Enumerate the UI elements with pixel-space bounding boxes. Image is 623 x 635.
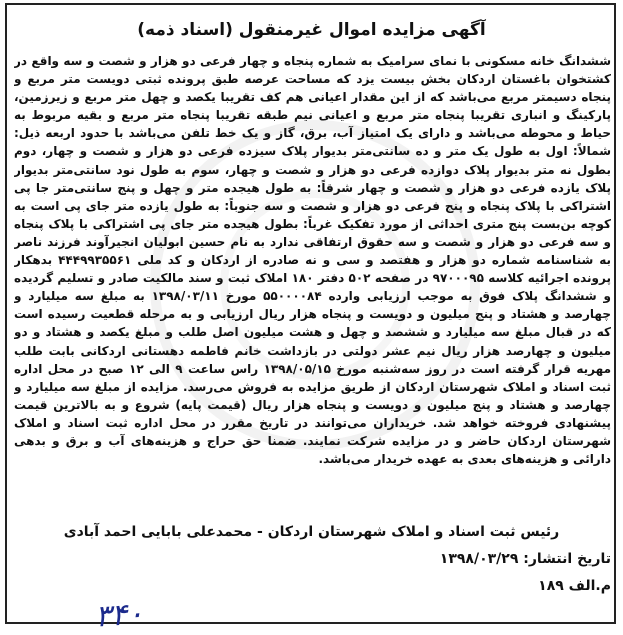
notice-title: آگهی مزایده اموال غیرمنقول (اسناد ذمه)	[137, 20, 486, 40]
reference-number: م.الف ۱۸۹	[538, 578, 611, 594]
signature-line: رئیس ثبت اسناد و املاک شهرستان اردکان - محمدعلی بابایی احمد آبادی	[63, 524, 560, 540]
handwritten-note: ۳۴۰	[93, 596, 145, 635]
publish-date: تاریخ انتشار: ۱۳۹۸/۰۳/۲۹	[439, 551, 611, 567]
notice-body: ششدانگ خانه مسکونی با نمای سرامیک به شماره پنجاه و چهار فرعی دو هزار و شصت و سه واقع در کشتخوان باغستان اردکان بخش بیست یزد که مساحت عرصه طبق پرونده ثبتی دویست متر مربع و پنجاه دسیمتر مربع می‌باشد که از این مقدار اعیانی هم کف تقریبا یکصد و چهل متر مربع و زیرزمین، پارکینگ و انباری تقریبا پنجاه متر مربع و اعیانی نیم طبقه تقریبا پنجاه متر مربع و بقیه مربوط به حیاط و محوطه می‌باشد و دارای یک امتیاز آب، برق، گاز و یک خط تلفن می‌باشد با حدود اربعه ذیل: شمالاً: اول به طول یک متر و ده سانتی‌متر بدیوار پلاک سیزده فرعی دو هزار و شصت و چهار، دوم بطول نه متر بدیوار پلاک دوازده فرعی دو هزار و شصت و چهار، سوم به طول نود سانتی‌متر بدیوار پلاک یازده فرعی دو هزار و شصت و چهار شرقاً: به طول هیجده متر و چهل و پنج سانتی‌متر جا پی اشتراکی با پلاک پنجاه و پنج فرعی دو هزار و شصت و سه جنوباً: به طول یازده متر جای پی است به کوچه بن‌بست پنج متری احداثی از مورد تفکیک غرباً: بطول هیجده متر جای پی اشتراکی با پلاک پنجاه و سه فرعی دو هزار و شصت و سه حقوق ارتفاقی ندارد به نام حسین ابولیان انجیرآوند فرزند ناصر به شناسنامه شماره دو هزار و هفتصد و سی و نه صادره از اردکان و کد ملی ۴۴۴۹۹۳۵۵۶۱ بدهکار پرونده اجرائیه کلاسه ۹۷۰۰۰۹۵ در صفحه ۵۰۲ دفتر ۱۸۰ املاک ثبت و سند مالکیت صادر و تسلیم گردیده و ششدانگ پلاک فوق به موجب ارزیابی وارده ۵۵۰۰۰۰۸۴ مورخ ۱۳۹۸/۰۳/۱۱ به مبلغ سه میلیارد و چهارصد و هشتاد و پنج میلیون و دویست و پنجاه هزار ریال ارزیابی و به مرحله قطعیت رسیده است که در قبال مبلغ سه میلیارد و ششصد و چهل و هشت میلیون اصل طلب و مبلغ یکصد و هشتاد و دو میلیون و چهارصد هزار ریال نیم عشر دولتی در بازداشت خانم فاطمه دهستانی اردکانی بابت طلب مهریه قرار گرفته است در روز سه‌شنبه مورخ ۱۳۹۸/۰۵/۱۵ راس ساعت ۹ الی ۱۲ صبح در محل اداره ثبت اسناد و املاک شهرستان اردکان از طریق مزایده به فروش می‌رسد. مزایده از مبلغ سه میلیارد و چهارصد و هشتاد و پنج میلیون و دویست و پنجاه هزار ریال (قیمت پایه) شروع و به بالاترین قیمت پیشنهادی فروخته خواهد شد. خریداران می‌توانند در تاریخ مقرر در محل اداره ثبت اسناد و املاک شهرستان اردکان حاضر و در مزایده شرکت نمایند. ضمنا حق حراج و هزینه‌های آب و برق و بدهی دارائی و هزینه‌های بعدی به عهده خریدار می‌باشد.	[14, 54, 611, 467]
